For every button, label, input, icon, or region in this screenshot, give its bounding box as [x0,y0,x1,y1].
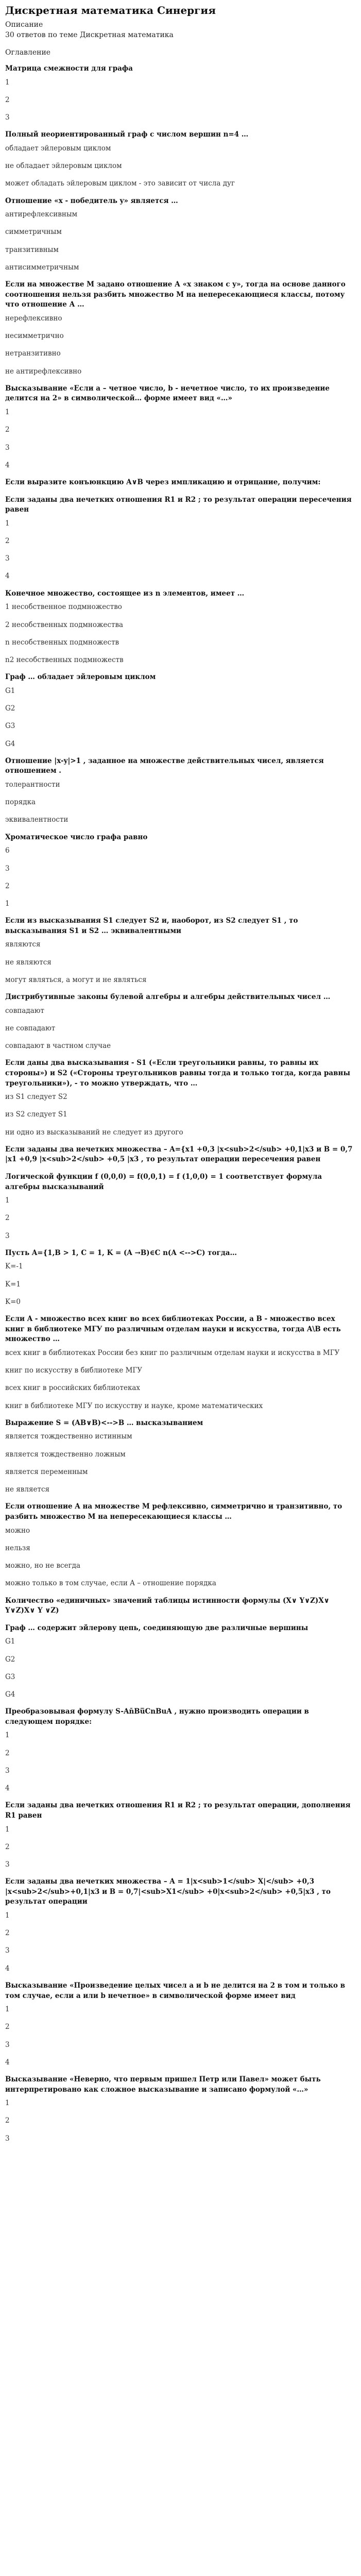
answer-option: K=0 [5,1297,21,1306]
answer-option: 3 [5,443,10,452]
question-title[interactable]: Преобразовывая формулу S-An̄Bu̅CnBuA , нужно производить операции в следующем порядке: [5,1707,309,1726]
answer-option: 1 [5,1825,10,1834]
question-block [5,672,356,749]
answer-option: G1 [5,1637,15,1646]
question-title[interactable]: Полный неориентированный граф с числом вершин n=4 … [5,130,249,139]
question-title[interactable]: Высказывание «Произведение целых чисел a и b не делится на 2 в том и только в том случае, если a или b нечетное» в символической форме имеет вид [5,1981,346,2000]
answer-options [5,1636,356,1700]
question-title[interactable]: Количество «единичных» значений таблицы истинности формулы (X∨ Y∨Z)X∨ Y∨Z)X∨ Y ∨Z) [5,1596,330,1615]
answer-option: несимметрично [5,332,64,341]
question-title[interactable]: Высказывание «Неверно, что первым пришел Петр или Павел» может быть интерпретировано как сложное высказывание и записано формулой «…» [5,2075,321,2094]
question-block [5,64,356,123]
answer-option: 2 несобственных подмножества [5,620,124,629]
answer-options [5,1195,356,1241]
answer-option: 1 [5,408,10,416]
question-title[interactable]: Если на множестве М задано отношение А «x знаком c y», тогда на основе данного соотношения нельзя разбить множество М на непересекающиеся классы, потому что отношение А … [5,280,346,309]
question-block [5,1172,356,1241]
question-block [5,280,356,377]
answer-option: 1 [5,900,10,908]
question-title[interactable]: Если заданы два нечетких отношения R1 и R2 ; то результат операции, дополнения R1 равен [5,1801,351,1820]
question-block [5,1418,356,1495]
answer-option: не являются [5,958,51,967]
answer-option: могут являться, а могут и не являться [5,975,147,984]
answer-options [5,407,356,470]
answer-option: 1 [5,1196,10,1205]
answer-option: G4 [5,739,15,748]
answer-option: n несобственных подмножеств [5,638,119,647]
description-text: 30 ответов по теме Дискретная математика [5,31,174,39]
question-block [5,478,356,488]
answer-option: 4 [5,1784,10,1793]
question-title[interactable]: Логической функции f (0,0,0) = f(0,0,1) = f (1,0,0) = 1 соответствует формула алгебры высказываний [5,1173,322,1191]
answer-option: порядка [5,798,36,807]
question-block [5,1502,356,1588]
question-block [5,1877,356,1974]
answer-option: 3 [5,1766,10,1775]
answer-option: из S2 следует S1 [5,1110,67,1119]
question-title[interactable]: Если даны два высказывания - S1 («Если треугольники равны, то равны их стороны») и S2 («Стороны треугольников равны тогда и только тогда, когда равны треугольники»), - то можно утверждать, что … [5,1059,350,1088]
answer-options [5,77,356,123]
answer-option: G3 [5,722,15,731]
answer-option: всех книг в российских библиотеках [5,1384,141,1393]
question-block [5,1707,356,1793]
answer-options [5,845,356,909]
answer-option: 2 [5,882,10,890]
question-title[interactable]: Высказывание «Если a – четное число, b - нечетное число, то их произведение делится на 2» в символической… форме имеет вид «…» [5,384,330,403]
question-block [5,1623,356,1700]
page-title: Дискретная математика Синергия [5,4,216,16]
answer-options [5,1431,356,1495]
question-title[interactable]: Граф … обладает эйлеровым циклом [5,673,156,682]
question-title[interactable]: Конечное множество, состоящее из n элементов, имеет … [5,589,245,598]
answer-option: 1 [5,1911,10,1920]
answer-option: 4 [5,461,10,469]
answer-option: являются [5,940,41,949]
answer-option: является переменным [5,1467,88,1476]
answer-options [5,1092,356,1138]
answer-option: может обладать эйлеровым циклом - это зависит от числа дуг [5,179,235,188]
answer-option: является тождественно ложным [5,1450,126,1459]
answer-option: нерефлексивно [5,314,62,323]
question-block [5,495,356,582]
question-title[interactable]: Отношение |x-y|>1 , заданное на множестве действительных чисел, является отношением . [5,756,324,775]
answer-options [5,1526,356,1589]
question-title[interactable]: Отношение «x - победитель y» является … [5,196,178,205]
answer-option: n2 несобственных подмножеств [5,656,124,664]
answer-options [5,686,356,749]
answer-option: можно только в том случае, если A – отношение порядка [5,1579,216,1588]
answer-option: 2 [5,1929,10,1938]
answer-option: 2 [5,1214,10,1223]
answer-option: 1 несобственное подмножество [5,603,122,612]
answer-option: 1 [5,2005,10,2014]
answer-option: 4 [5,1964,10,1973]
answer-options [5,779,356,825]
description-label: Описание [5,21,43,29]
question-block [5,589,356,666]
answer-option: антисимметричным [5,263,79,272]
answer-option: G4 [5,1690,15,1699]
answer-option: нетранзитивно [5,349,61,358]
question-title[interactable]: Если заданы два нечетких множества – A = 1|x<sub>1</sub> X|</sub> +0,3 |x<sub>2</sub>+0,1|x3 и B = 0,7|<sub>X1</sub> +0|x<sub>2</sub> +0,5|x3 , то результат операции [5,1877,331,1906]
answer-option: G2 [5,1655,15,1664]
question-block [5,1981,356,2067]
answer-option: является тождественно истинным [5,1432,132,1441]
answer-option: G2 [5,704,15,713]
answer-option: K=1 [5,1280,21,1289]
answer-option: можно [5,1526,30,1535]
answer-option: транзитивным [5,245,59,254]
answer-option: 3 [5,554,10,563]
answer-option: из S1 следует S2 [5,1093,67,1101]
answer-option: обладает эйлеровым циклом [5,144,111,152]
answer-option: 3 [5,2134,10,2143]
answer-option: G3 [5,1672,15,1681]
question-block [5,2075,356,2144]
answer-option: антирефлексивным [5,210,78,219]
answer-option: совпадают в частном случае [5,1042,111,1050]
question-block [5,1314,356,1411]
answer-option: всех книг в библиотеках России без книг по различным отделам науки и искусства в МГУ [5,1348,340,1357]
answer-option: 3 [5,1946,10,1955]
answer-option: K=-1 [5,1262,23,1271]
answer-option: 3 [5,1231,10,1240]
question-title[interactable]: Хроматическое число графа равно [5,833,148,841]
question-title[interactable]: Матрица смежности для графа [5,64,133,73]
question-block [5,916,356,985]
answer-options [5,602,356,665]
answer-option: 1 [5,1731,10,1740]
answer-option: книг по искусству в библиотеке МГУ [5,1366,143,1375]
answer-option: можно, но не всегда [5,1562,81,1570]
answer-option: 4 [5,572,10,581]
question-block [5,384,356,470]
question-title[interactable]: Если из высказывания S1 следует S2 и, наоборот, из S2 следует S1 , то высказывания S1 и S2 … эквивалентными [5,917,298,935]
answer-option: 3 [5,113,10,122]
question-title[interactable]: Если A - множество всех книг во всех библиотеках России, а B - множество всех книг в библиотеке МГУ по различным отделам науки и искусства, тогда A\B есть множество … [5,1315,341,1344]
answer-option: не совпадают [5,1024,56,1032]
answer-option: не является [5,1485,50,1494]
answer-option: 1 [5,78,10,87]
answer-options [5,209,356,273]
question-block [5,1058,356,1137]
question-title[interactable]: Если заданы два нечетких отношения R1 и R2 ; то результат операции пересечения равен [5,495,352,514]
question-title[interactable]: Выражение S = (AB∨B)<-->B … высказыванием [5,1418,203,1427]
answer-option: 2 [5,1842,10,1851]
answer-option: толерантности [5,780,60,789]
answer-options [5,1910,356,1974]
answer-option: 2 [5,2023,10,2031]
question-block [5,992,356,1051]
answer-option: совпадают [5,1006,44,1015]
answer-option: не антирефлексивно [5,367,82,376]
answer-options [5,313,356,377]
question-block [5,1801,356,1870]
answer-option: 6 [5,846,10,855]
question-block [5,196,356,273]
question-block [5,833,356,909]
answer-option: нельзя [5,1544,30,1552]
answer-options [5,1261,356,1307]
answer-options [5,1348,356,1411]
answer-option: 3 [5,864,10,873]
answer-option: ни одно из высказываний не следует из другого [5,1128,183,1137]
answer-options [5,1824,356,1870]
question-block [5,756,356,825]
question-title[interactable]: Если заданы два нечетких множества – A={x1 +0,3 |x<sub>2</sub> +0,1|x3 и B = 0,7 |x1 +0,9 |x<sub>2</sub> +0,5 |x3 , то результат операции пересечения равен [5,1145,353,1164]
answer-option: 2 [5,2116,10,2125]
answer-option: 3 [5,2040,10,2049]
question-title[interactable]: Если выразите конъюнкцию A∨B через импликацию и отрицание, получим: [5,478,321,486]
question-title[interactable]: Если отношение A на множестве M рефлексивно, симметрично и транзитивно, то разбить множество M на непересекающиеся классы … [5,1502,342,1521]
answer-option: 2 [5,536,10,545]
answer-option: 2 [5,95,10,104]
answer-option: эквивалентности [5,816,68,824]
answer-option: книг в библиотеке МГУ по искусству и науке, кроме математических [5,1401,263,1410]
answer-options [5,143,356,189]
answer-option: 2 [5,1749,10,1757]
answer-option: 4 [5,2058,10,2066]
question-title[interactable]: Дистрибутивные законы булевой алгебры и алгебры действительных чисел … [5,993,331,1002]
answer-options [5,2004,356,2067]
table-of-contents [5,64,356,2144]
question-block [5,1596,356,1616]
answer-option: G1 [5,686,15,695]
answer-options [5,518,356,582]
question-block [5,1248,356,1307]
answer-options [5,1730,356,1793]
answer-options [5,1006,356,1052]
answer-option: 2 [5,426,10,434]
question-title[interactable]: Граф … содержит эйлерову цепь, соединяющую две различные вершины [5,1623,308,1632]
question-block [5,130,356,189]
answer-option: 1 [5,2099,10,2108]
answer-option: 3 [5,1860,10,1869]
toc-label: Оглавление [5,48,51,57]
answer-options [5,939,356,985]
answer-option: не обладает эйлеровым циклом [5,162,122,171]
answer-option: симметричным [5,228,62,236]
question-title[interactable]: Пусть A={1,B > 1, C = 1, K = (A →B)∈C n(A <-->C) тогда… [5,1248,237,1257]
answer-options [5,2098,356,2144]
question-block [5,1145,356,1165]
answer-option: 1 [5,519,10,528]
